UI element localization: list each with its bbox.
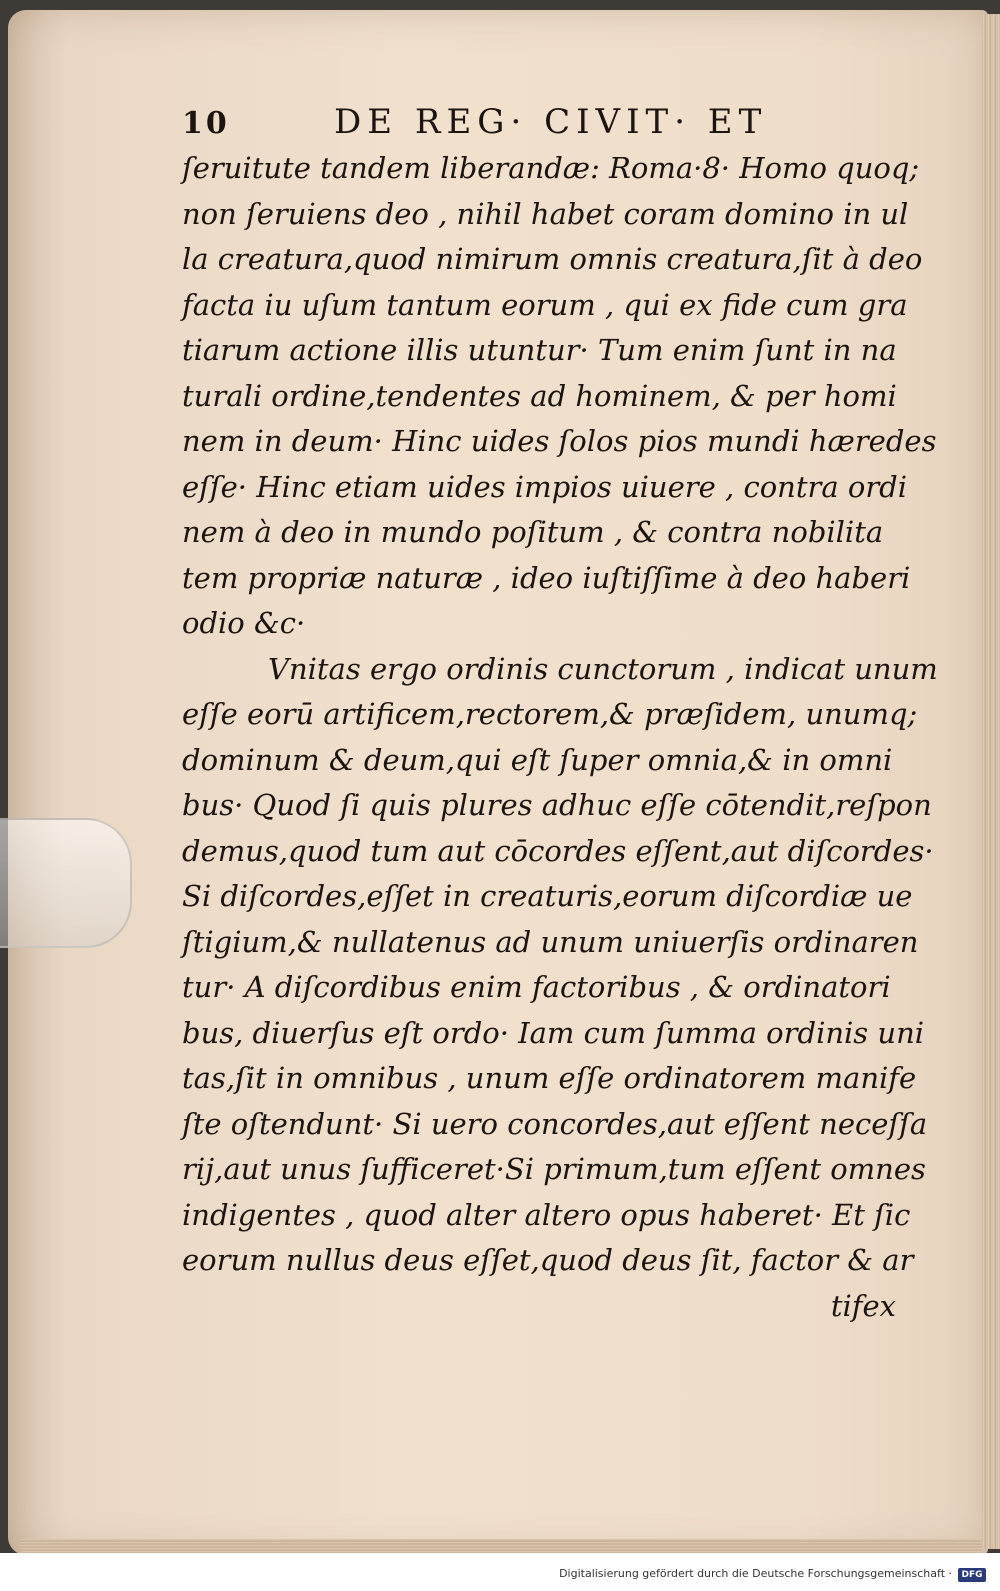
text-line: tas,ſit in omnibus , unum eſſe ordinatorem manife [182, 1061, 917, 1095]
page-stack-bottom [20, 1539, 982, 1553]
text-line: ſeruitute tandem liberandæ: Roma·8· Homo quoq; [182, 151, 920, 185]
text-block [182, 102, 938, 1329]
catchword: tifex [830, 1288, 896, 1323]
text-line: tur· A diſcordibus enim factoribus , & ordinatori [182, 970, 891, 1004]
page-header [182, 102, 912, 146]
text-line: odio &c· [182, 606, 306, 640]
text-line: ſtigium,& nullatenus ad unum uniuerſis ordinaren [182, 924, 919, 959]
page-stack-edge [982, 14, 1000, 1549]
page-number: 10 [182, 106, 230, 141]
text-line: turali ordine,tendentes ad hominem, & per homi [182, 378, 897, 413]
text-line: nem in deum· Hinc uides ſolos pios mundi hæredes [182, 424, 937, 458]
text-line: dominum & deum,qui eſt ſuper omnia,& in omni [182, 742, 893, 777]
text-line: nem à deo in mundo poſitum , & contra nobilita [182, 515, 884, 549]
funding-credit: Digitalisierung gefördert durch die Deutsche Forschungsgemeinschaft · [559, 1567, 952, 1580]
text-line: eorum nullus deus eſſet,quod deus ſit, factor & ar [182, 1243, 914, 1277]
dfg-logo: DFG [958, 1568, 986, 1582]
text-line: non ſeruiens deo , nihil habet coram domino in ul [182, 196, 909, 231]
text-line: tiarum actione illis utuntur· Tum enim ſunt in na [182, 333, 897, 367]
text-line: eſſe· Hinc etiam uides impios uiuere , contra ordi [182, 469, 908, 504]
text-line: Si diſcordes,eſſet in creaturis,eorum diſcordiæ ue [182, 879, 913, 913]
text-line: rij,aut unus ſufficeret·Si primum,tum eſſent omnes [182, 1152, 926, 1186]
text-line: eſſe eorū artificem,rectorem,& præſidem, unumq; [182, 697, 918, 731]
text-line: bus, diuerſus eſt ordo· Iam cum ſumma ordinis uni [182, 1015, 925, 1050]
text-line: bus· Quod ſi quis plures adhuc eſſe cōtendit,reſpon [182, 788, 932, 822]
paragraph-start-line: Vnitas ergo ordinis cunctorum , indicat unum [268, 651, 938, 686]
text-line: tem propriæ naturæ , ideo iuſtiſſime à deo haberi [182, 560, 911, 595]
book-clip [0, 818, 132, 948]
text-line: facta iu uſum tantum eorum , qui ex fide cum gra [182, 287, 908, 322]
text-line: indigentes , quod alter altero opus haberet· Et ſic [182, 1197, 911, 1232]
text-line: ſte oſtendunt· Si uero concordes,aut eſſent neceſſa [182, 1106, 928, 1141]
text-line: la creatura,quod nimirum omnis creatura,ſit à deo [182, 242, 923, 276]
text-line: demus,quod tum aut cōcordes eſſent,aut diſcordes· [182, 833, 934, 868]
running-head: DE REG· CIVIT· ET [334, 102, 768, 142]
digitization-footer [0, 1553, 1000, 1591]
